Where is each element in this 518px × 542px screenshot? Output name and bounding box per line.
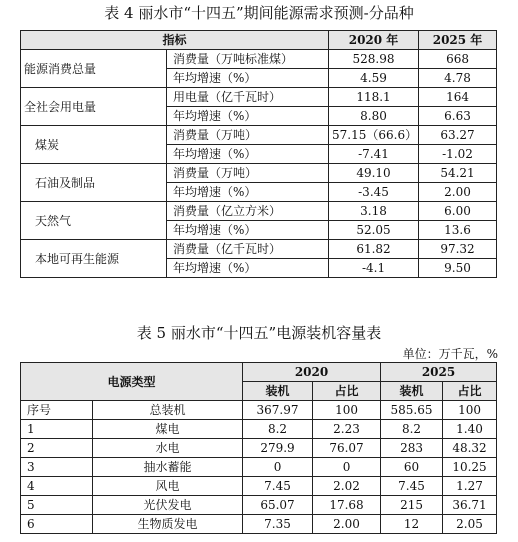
table-row xyxy=(21,164,497,183)
metric-label: 年均增速（%） xyxy=(167,221,329,240)
table5-unit: 单位：万千瓦，% xyxy=(402,347,498,361)
installed-2020: 7.45 xyxy=(243,477,313,496)
category-name: 天然气 xyxy=(21,202,167,240)
value-2025: 2.00 xyxy=(419,183,497,202)
row-index: 3 xyxy=(21,458,93,477)
share-2025: 1.40 xyxy=(443,420,497,439)
value-2020: 118.1 xyxy=(329,88,419,107)
table-row xyxy=(21,88,497,107)
value-2020: 528.98 xyxy=(329,50,419,69)
table-header-row xyxy=(21,31,497,50)
share-2025: 48.32 xyxy=(443,439,497,458)
total-installed-2025: 585.65 xyxy=(381,401,443,420)
source-type: 光伏发电 xyxy=(93,496,243,515)
table-row xyxy=(21,458,497,477)
metric-label: 年均增速（%） xyxy=(167,107,329,126)
total-share-2020: 100 xyxy=(313,401,381,420)
table-row xyxy=(21,126,497,145)
metric-label: 用电量（亿千瓦时） xyxy=(167,88,329,107)
table4-title: 表 4 丽水市“十四五”期间能源需求预测-分品种 xyxy=(104,4,414,22)
metric-label: 消费量（万吨标准煤） xyxy=(167,50,329,69)
row-index: 1 xyxy=(21,420,93,439)
table-row xyxy=(21,477,497,496)
energy-demand-table xyxy=(20,30,497,278)
category-name: 煤炭 xyxy=(21,126,167,164)
installed-2025: 215 xyxy=(381,496,443,515)
header-total: 总装机 xyxy=(93,401,243,420)
category-name: 能源消费总量 xyxy=(21,50,167,88)
installed-2025: 12 xyxy=(381,515,443,534)
header-installed-2020: 装机 xyxy=(243,382,313,401)
value-2025: 164 xyxy=(419,88,497,107)
table5-title: 表 5 丽水市“十四五”电源装机容量表 xyxy=(136,324,382,342)
value-2025: -1.02 xyxy=(419,145,497,164)
table-row xyxy=(21,50,497,69)
value-2020: 8.80 xyxy=(329,107,419,126)
metric-label: 消费量（万吨） xyxy=(167,126,329,145)
metric-label: 年均增速（%） xyxy=(167,145,329,164)
value-2020: 4.59 xyxy=(329,69,419,88)
installed-2020: 0 xyxy=(243,458,313,477)
source-type: 煤电 xyxy=(93,420,243,439)
category-name: 全社会用电量 xyxy=(21,88,167,126)
row-index: 2 xyxy=(21,439,93,458)
value-2025: 6.63 xyxy=(419,107,497,126)
table-row xyxy=(21,515,497,534)
value-2025: 4.78 xyxy=(419,69,497,88)
header-2020: 2020 xyxy=(243,363,381,382)
source-type: 风电 xyxy=(93,477,243,496)
table-row xyxy=(21,496,497,515)
header-seq: 序号 xyxy=(21,401,93,420)
value-2020: -7.41 xyxy=(329,145,419,164)
table-header-row xyxy=(21,363,497,382)
value-2025: 54.21 xyxy=(419,164,497,183)
value-2025: 63.27 xyxy=(419,126,497,145)
installed-2020: 65.07 xyxy=(243,496,313,515)
metric-label: 年均增速（%） xyxy=(167,183,329,202)
power-capacity-table xyxy=(20,362,497,534)
value-2025: 6.00 xyxy=(419,202,497,221)
installed-2020: 8.2 xyxy=(243,420,313,439)
value-2020: 49.10 xyxy=(329,164,419,183)
value-2025: 97.32 xyxy=(419,240,497,259)
share-2025: 36.71 xyxy=(443,496,497,515)
total-row xyxy=(21,401,497,420)
row-index: 5 xyxy=(21,496,93,515)
value-2020: 52.05 xyxy=(329,221,419,240)
source-type: 抽水蓄能 xyxy=(93,458,243,477)
source-type: 生物质发电 xyxy=(93,515,243,534)
share-2020: 17.68 xyxy=(313,496,381,515)
metric-label: 年均增速（%） xyxy=(167,69,329,88)
installed-2025: 283 xyxy=(381,439,443,458)
value-2025: 9.50 xyxy=(419,259,497,278)
share-2020: 0 xyxy=(313,458,381,477)
table-row xyxy=(21,420,497,439)
share-2025: 2.05 xyxy=(443,515,497,534)
total-installed-2020: 367.97 xyxy=(243,401,313,420)
header-share-2025: 占比 xyxy=(443,382,497,401)
table-row xyxy=(21,439,497,458)
share-2020: 2.23 xyxy=(313,420,381,439)
value-2020: 57.15（66.6） xyxy=(329,126,419,145)
category-name: 本地可再生能源 xyxy=(21,240,167,278)
metric-label: 年均增速（%） xyxy=(167,259,329,278)
installed-2025: 7.45 xyxy=(381,477,443,496)
header-type: 电源类型 xyxy=(21,363,243,401)
header-2020: 2020 年 xyxy=(329,31,419,50)
header-2025: 2025 年 xyxy=(419,31,497,50)
installed-2025: 8.2 xyxy=(381,420,443,439)
value-2025: 13.6 xyxy=(419,221,497,240)
value-2020: 61.82 xyxy=(329,240,419,259)
header-2025: 2025 xyxy=(381,363,497,382)
metric-label: 消费量（亿立方米） xyxy=(167,202,329,221)
share-2020: 76.07 xyxy=(313,439,381,458)
value-2020: -4.1 xyxy=(329,259,419,278)
share-2020: 2.00 xyxy=(313,515,381,534)
total-share-2025: 100 xyxy=(443,401,497,420)
row-index: 6 xyxy=(21,515,93,534)
category-name: 石油及制品 xyxy=(21,164,167,202)
header-installed-2025: 装机 xyxy=(381,382,443,401)
metric-label: 消费量（亿千瓦时） xyxy=(167,240,329,259)
metric-label: 消费量（万吨） xyxy=(167,164,329,183)
table-row xyxy=(21,240,497,259)
header-share-2020: 占比 xyxy=(313,382,381,401)
share-2025: 1.27 xyxy=(443,477,497,496)
share-2025: 10.25 xyxy=(443,458,497,477)
installed-2020: 279.9 xyxy=(243,439,313,458)
table-row xyxy=(21,202,497,221)
installed-2025: 60 xyxy=(381,458,443,477)
share-2020: 2.02 xyxy=(313,477,381,496)
value-2020: 3.18 xyxy=(329,202,419,221)
header-indicator: 指标 xyxy=(21,31,329,50)
installed-2020: 7.35 xyxy=(243,515,313,534)
value-2020: -3.45 xyxy=(329,183,419,202)
value-2025: 668 xyxy=(419,50,497,69)
source-type: 水电 xyxy=(93,439,243,458)
row-index: 4 xyxy=(21,477,93,496)
